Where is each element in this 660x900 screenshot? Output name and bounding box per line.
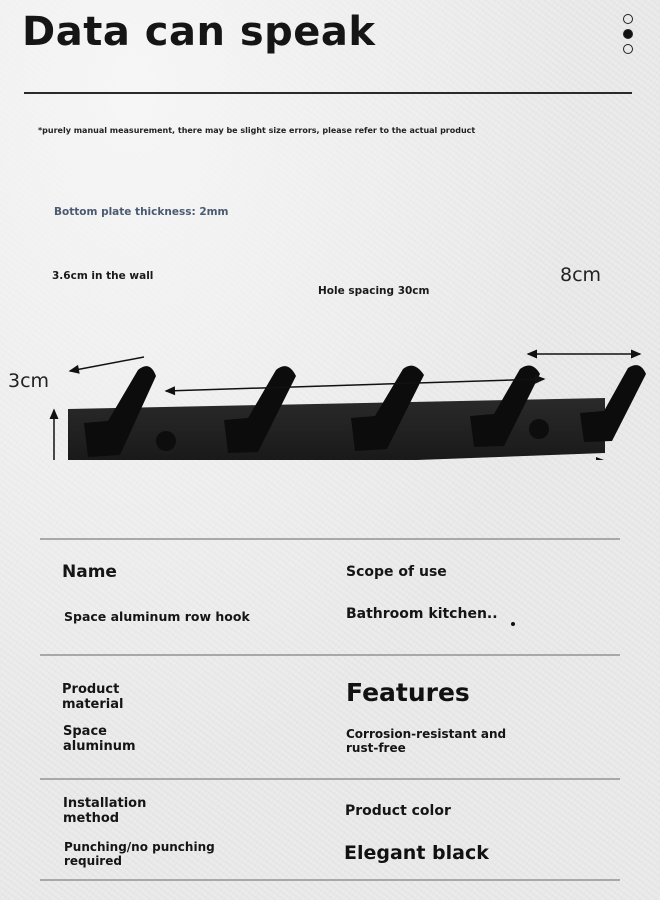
spec-divider	[40, 778, 620, 780]
spec-color-value: Elegant black	[344, 842, 489, 864]
spec-material-label: Product material	[62, 682, 124, 712]
plate-thickness-label: Bottom plate thickness: 2mm	[54, 206, 229, 218]
page-dot-2-active[interactable]	[623, 29, 633, 39]
header-divider	[24, 92, 632, 94]
height-label: 3cm	[8, 370, 50, 392]
page-indicator[interactable]	[621, 14, 635, 59]
spec-features-value: Corrosion-resistant and rust-free	[346, 727, 507, 755]
hole-spacing-label: Hole spacing 30cm	[318, 285, 430, 297]
page-dot-1[interactable]	[623, 14, 633, 24]
measurement-note: *purely manual measurement, there may be slight size errors, please refer to the actual product	[38, 126, 476, 135]
spec-scope-label: Scope of use	[346, 564, 447, 580]
spec-material-value: Space aluminum	[63, 724, 136, 754]
in-wall-label: 3.6cm in the wall	[52, 270, 154, 282]
dimension-diagram	[0, 250, 660, 460]
spec-divider	[40, 654, 620, 656]
spec-name-label: Name	[62, 562, 117, 582]
spec-name-value: Space aluminum row hook	[64, 609, 250, 624]
page-dot-3[interactable]	[623, 44, 633, 54]
spec-scope-value: Bathroom kitchen..	[346, 606, 498, 622]
stray-dot	[511, 622, 515, 626]
hook-rack-illustration	[0, 250, 660, 460]
spec-divider	[40, 538, 620, 540]
spec-installation-value: Punching/no punching required	[64, 840, 215, 868]
spec-color-label: Product color	[345, 803, 451, 819]
spec-installation-label: Installation method	[63, 796, 147, 826]
hook-depth-label: 8cm	[560, 264, 602, 286]
spec-divider	[40, 879, 620, 881]
page-title: Data can speak	[22, 9, 376, 55]
spec-features-label: Features	[346, 678, 470, 707]
